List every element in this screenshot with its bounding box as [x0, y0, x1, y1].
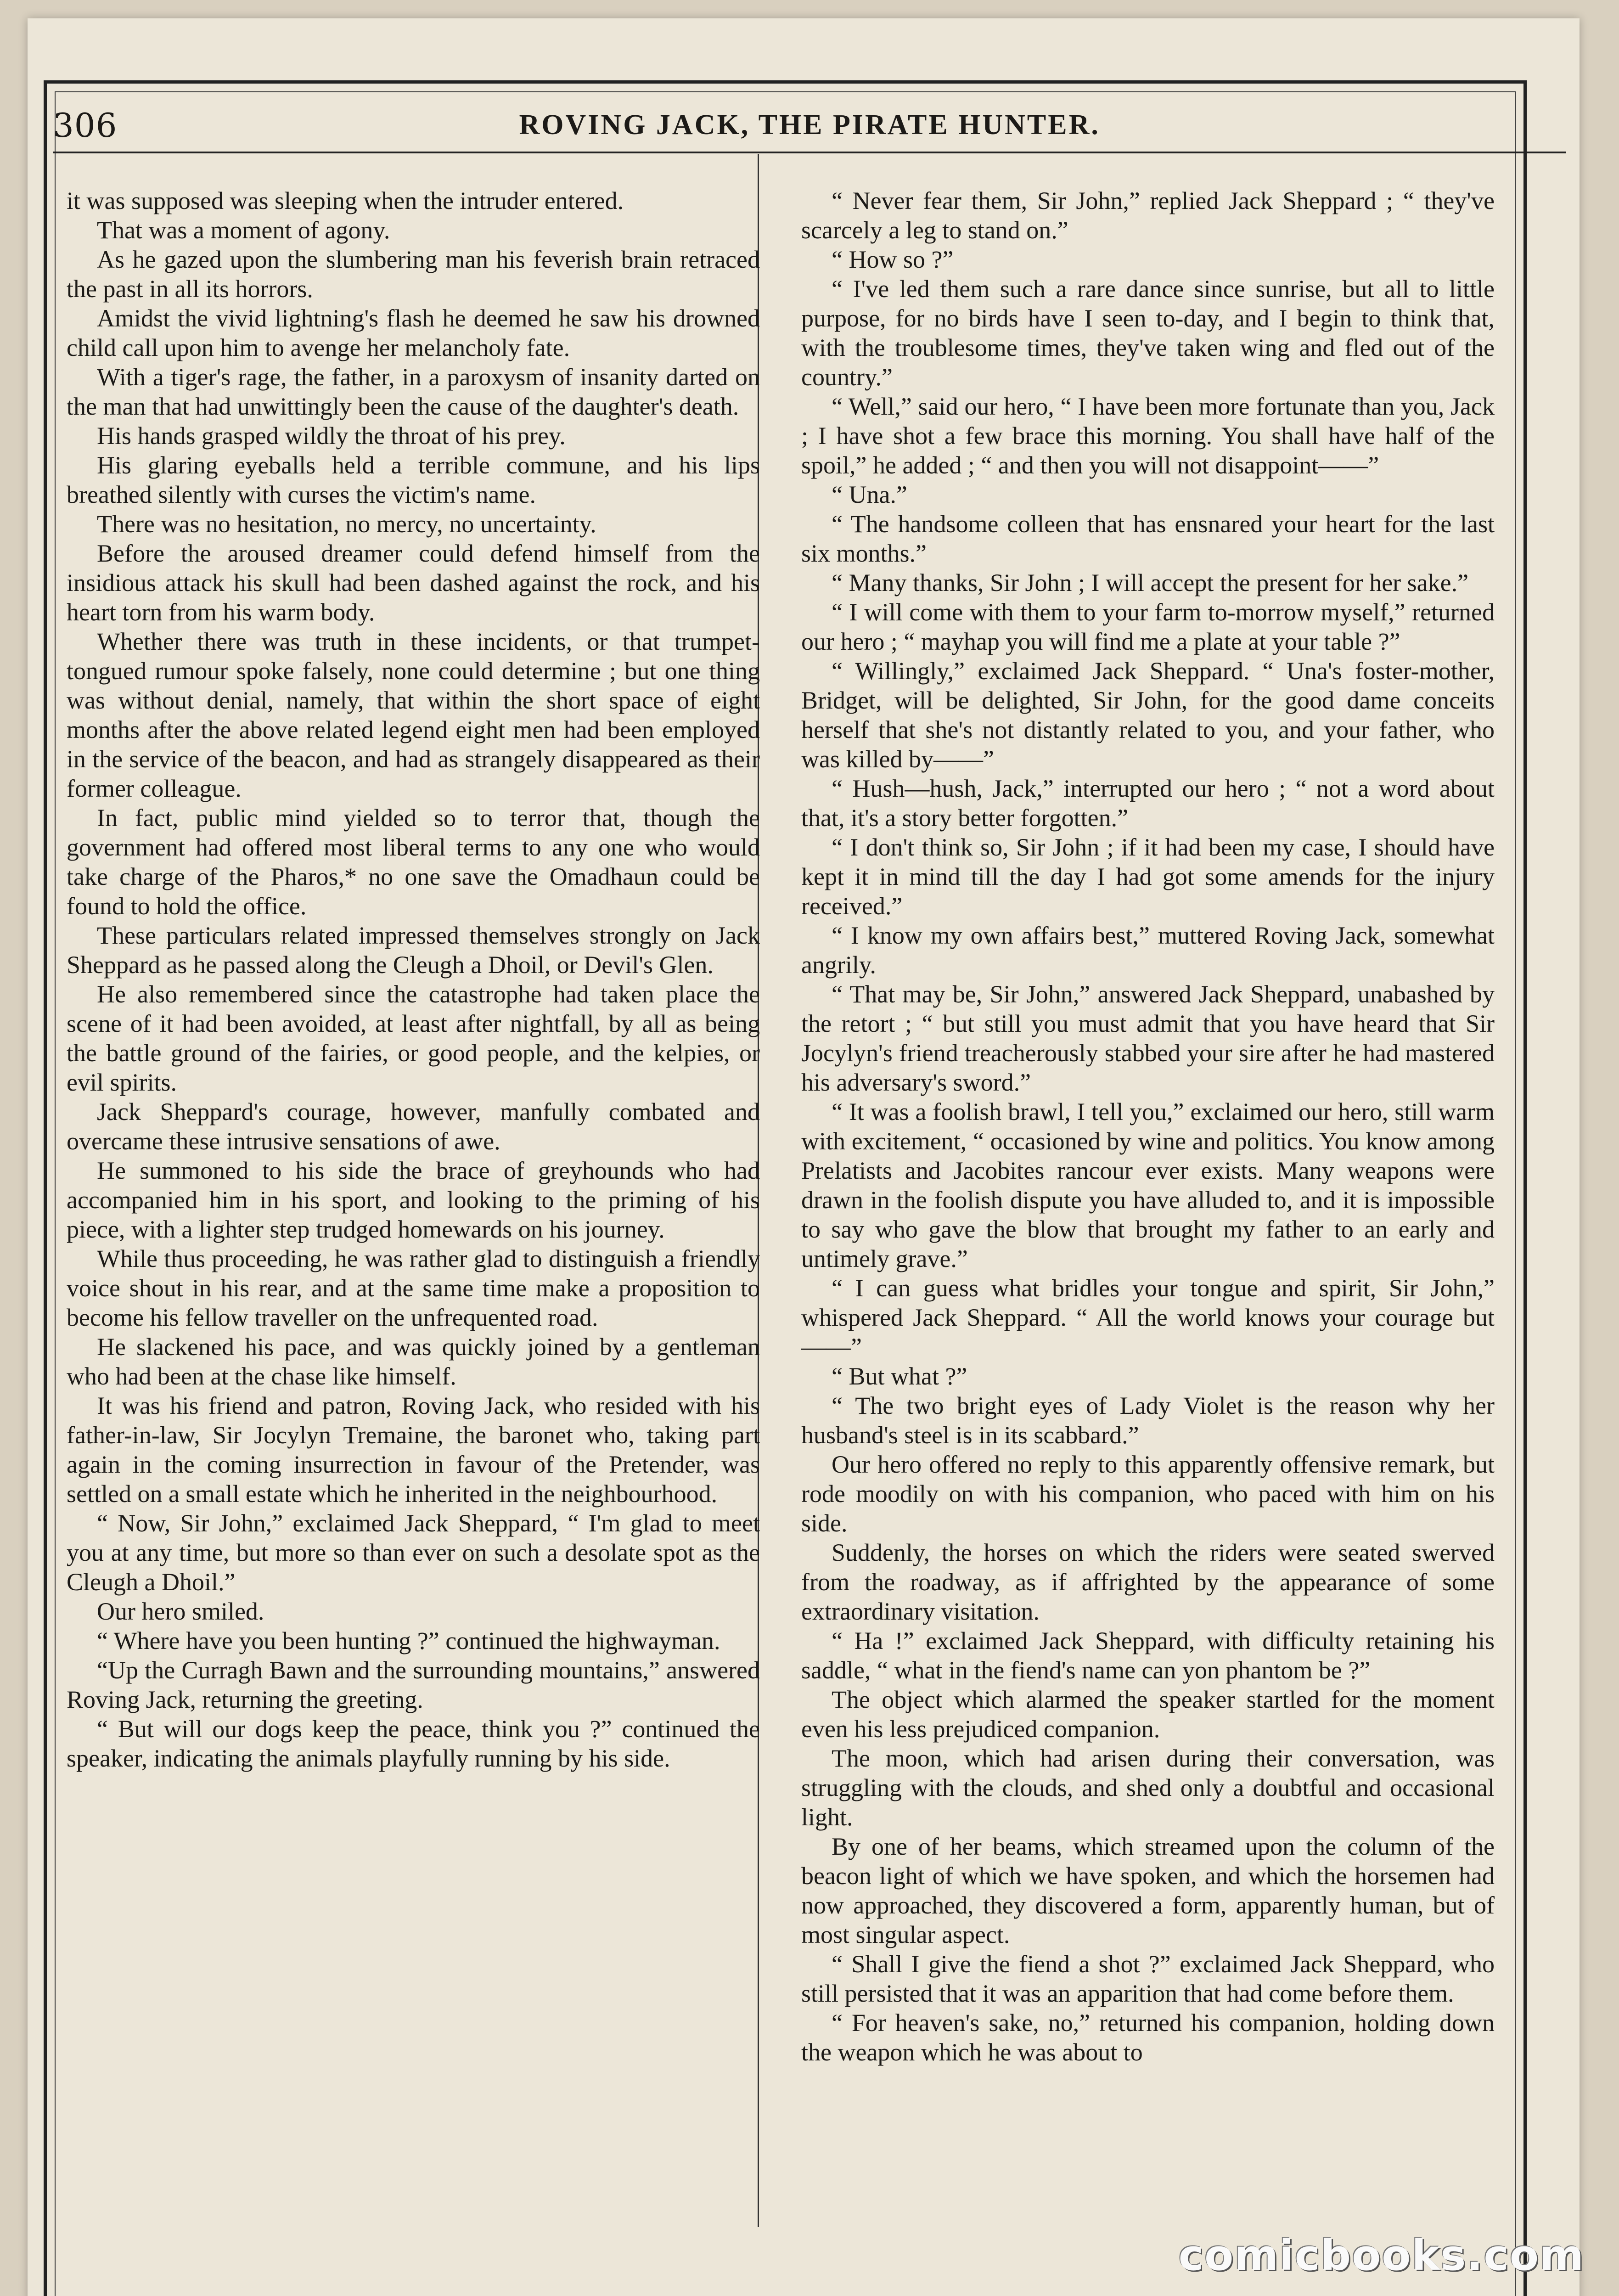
paragraph: His hands grasped wildly the throat of his prey. — [97, 422, 566, 450]
paragraph: He slackened his pace, and was quickly joined by a gentleman who had been at the chase like himself. — [67, 1333, 760, 1390]
paragraph: Jack Sheppard's courage, however, manfully combated and overcame these intrusive sensations of awe. — [67, 1098, 760, 1155]
paragraph: “ How so ?” — [832, 246, 954, 273]
paragraph: “ Many thanks, Sir John ; I will accept the present for her sake.” — [832, 569, 1469, 597]
paragraph: Suddenly, the horses on which the riders were seated swerved from the roadway, as if affrighted by the appearance of some extraordinary visitation. — [801, 1539, 1495, 1625]
paragraph: “ I've led them such a rare dance since sunrise, but all to little purpose, for no birds have I seen to-day, and I begin to think that, with the troublesome times, they've taken wing and fled out of the country.” — [801, 275, 1495, 391]
paragraph: Before the aroused dreamer could defend himself from the insidious attack his skull had been dashed against the rock, and his heart torn from his warm body. — [67, 540, 760, 626]
paragraph: “ Well,” said our hero, “ I have been more fortunate than you, Jack ; I have shot a few brace this morning. You shall have half of the spoil,” he added ; “ and then you will not disappoint——” — [801, 393, 1495, 479]
paragraph: “ Shall I give the fiend a shot ?” exclaimed Jack Sheppard, who still persisted that it was an apparition that had come before them. — [801, 1950, 1495, 2007]
paragraph: “ For heaven's sake, no,” returned his companion, holding down the weapon which he was about to — [801, 2009, 1495, 2066]
paragraph: “ Willingly,” exclaimed Jack Sheppard. “ Una's foster-mother, Bridget, will be delighted, Sir John, for the good dame conceits herself that she's not distantly related to you, and your father, who was killed by——” — [801, 657, 1495, 773]
paragraph: Our hero offered no reply to this apparently offensive remark, but rode moodily on with his companion, who paced with him on his side. — [801, 1451, 1495, 1537]
paragraph: His glaring eyeballs held a terrible commune, and his lips breathed silently with curses the victim's name. — [67, 451, 760, 508]
paragraph: By one of her beams, which streamed upon the column of the beacon light of which we have spoken, and which the horsemen had now approached, they discovered a form, apparently human, but of most singular aspect. — [801, 1833, 1495, 1948]
paragraph: As he gazed upon the slumbering man his feverish brain retraced the past in all its horrors. — [67, 246, 760, 303]
paragraph: “ I don't think so, Sir John ; if it had been my case, I should have kept it in mind till the day I had got some amends for the injury received.” — [801, 833, 1495, 920]
running-title: ROVING JACK, THE PIRATE HUNTER. — [519, 109, 1100, 141]
paragraph: “ But what ?” — [832, 1362, 967, 1390]
paragraph: He summoned to his side the brace of greyhounds who had accompanied him in his sport, and looking to the priming of his piece, with a lighter step trudged homewards on his journey. — [67, 1157, 760, 1243]
watermark: comicbooks.com — [1178, 2231, 1585, 2280]
paragraph: “ I can guess what bridles your tongue and spirit, Sir John,” whispered Jack Sheppard. “ All the world knows your courage but——” — [801, 1274, 1495, 1361]
paragraph: That was a moment of agony. — [97, 216, 390, 244]
paragraph: “ Never fear them, Sir John,” replied Jack Sheppard ; “ they've scarcely a leg to stand on.” — [801, 187, 1495, 244]
paragraph: it was supposed was sleeping when the intruder entered. — [67, 187, 624, 214]
paragraph: “ I know my own affairs best,” muttered Roving Jack, somewhat angrily. — [801, 922, 1495, 979]
paragraph: “ The two bright eyes of Lady Violet is the reason why her husband's steel is in its scabbard.” — [801, 1392, 1495, 1449]
paragraph: “ I will come with them to your farm to-morrow myself,” returned our hero ; “ mayhap you will find me a plate at your table ?” — [801, 598, 1495, 655]
paragraph: There was no hesitation, no mercy, no uncertainty. — [97, 510, 596, 538]
paragraph: Amidst the vivid lightning's flash he deemed he saw his drowned child call upon him to avenge her melancholy fate. — [67, 304, 760, 361]
paragraph: “ It was a foolish brawl, I tell you,” exclaimed our hero, still warm with excitement, “ occasioned by wine and politics. You know among Prelatists and Jacobites rancour ever exists. Many weapons were drawn in the foolish dispute you have alluded to, and it is impossible to say who gave the blow that brought my father to an early and untimely grave.” — [801, 1098, 1495, 1272]
paragraph: In fact, public mind yielded so to terror that, though the government had offered most liberal terms to any one who would take charge of the Pharos,* no one save the Omadhaun could be found to hold the office. — [67, 804, 760, 920]
paragraph: While thus proceeding, he was rather glad to distinguish a friendly voice shout in his rear, and at the same time make a proposition to become his fellow traveller on the unfrequented road. — [67, 1245, 760, 1331]
paragraph: “ That may be, Sir John,” answered Jack Sheppard, unabashed by the retort ; “ but still you must admit that you have heard that Sir Jocylyn's friend treacherously stabbed your sire after he had mastered his adversary's sword.” — [801, 980, 1495, 1096]
left-column — [67, 186, 760, 1773]
paragraph: “ Now, Sir John,” exclaimed Jack Sheppard, “ I'm glad to meet you at any time, but more so than ever on such a desolate spot as the Cleugh a Dhoil.” — [67, 1509, 760, 1596]
paragraph: These particulars related impressed themselves strongly on Jack Sheppard as he passed along the Cleugh a Dhoil, or Devil's Glen. — [67, 922, 760, 979]
paragraph: “ Where have you been hunting ?” continued the highwayman. — [97, 1627, 720, 1654]
page-number: 306 — [53, 106, 118, 145]
paragraph: “ Hush—hush, Jack,” interrupted our hero ; “ not a word about that, it's a story better forgotten.” — [801, 775, 1495, 832]
paragraph: “ The handsome colleen that has ensnared your heart for the last six months.” — [801, 510, 1495, 567]
paragraph: He also remembered since the catastrophe had taken place the scene of it had been avoided, at least after nightfall, by all as being the battle ground of the fairies, or good people, and the kelpies, or evil spirits. — [67, 980, 760, 1096]
paragraph: “ But will our dogs keep the peace, think you ?” continued the speaker, indicating the animals playfully running by his side. — [67, 1715, 760, 1772]
paragraph: “ Ha !” exclaimed Jack Sheppard, with difficulty retaining his saddle, “ what in the fiend's name can yon phantom be ?” — [801, 1627, 1495, 1684]
page-header — [53, 99, 1566, 153]
paragraph: It was his friend and patron, Roving Jack, who resided with his father-in-law, Sir Jocylyn Tremaine, the baronet who, taking part again in the coming insurrection in favour of the Pretender, was settled on a small estate which he inherited in the neighbourhood. — [67, 1392, 760, 1508]
paragraph: The object which alarmed the speaker startled for the moment even his less prejudiced companion. — [801, 1686, 1495, 1743]
paragraph: “ Una.” — [832, 481, 907, 508]
paragraph: The moon, which had arisen during their conversation, was struggling with the clouds, and shed only a doubtful and occasional light. — [801, 1745, 1495, 1831]
right-column — [801, 186, 1495, 2067]
paragraph: Whether there was truth in these incidents, or that trumpet-tongued rumour spoke falsely, none could determine ; but one thing was without denial, namely, that within the short space of eight months after the above related legend eight men had been employed in the service of the beacon, and had as strangely disappeared as their former colleague. — [67, 628, 760, 802]
paragraph: “Up the Curragh Bawn and the surrounding mountains,” answered Roving Jack, returning the greeting. — [67, 1656, 760, 1713]
paragraph: With a tiger's rage, the father, in a paroxysm of insanity darted on the man that had unwittingly been the cause of the daughter's death. — [67, 363, 760, 420]
paragraph: Our hero smiled. — [97, 1598, 264, 1625]
